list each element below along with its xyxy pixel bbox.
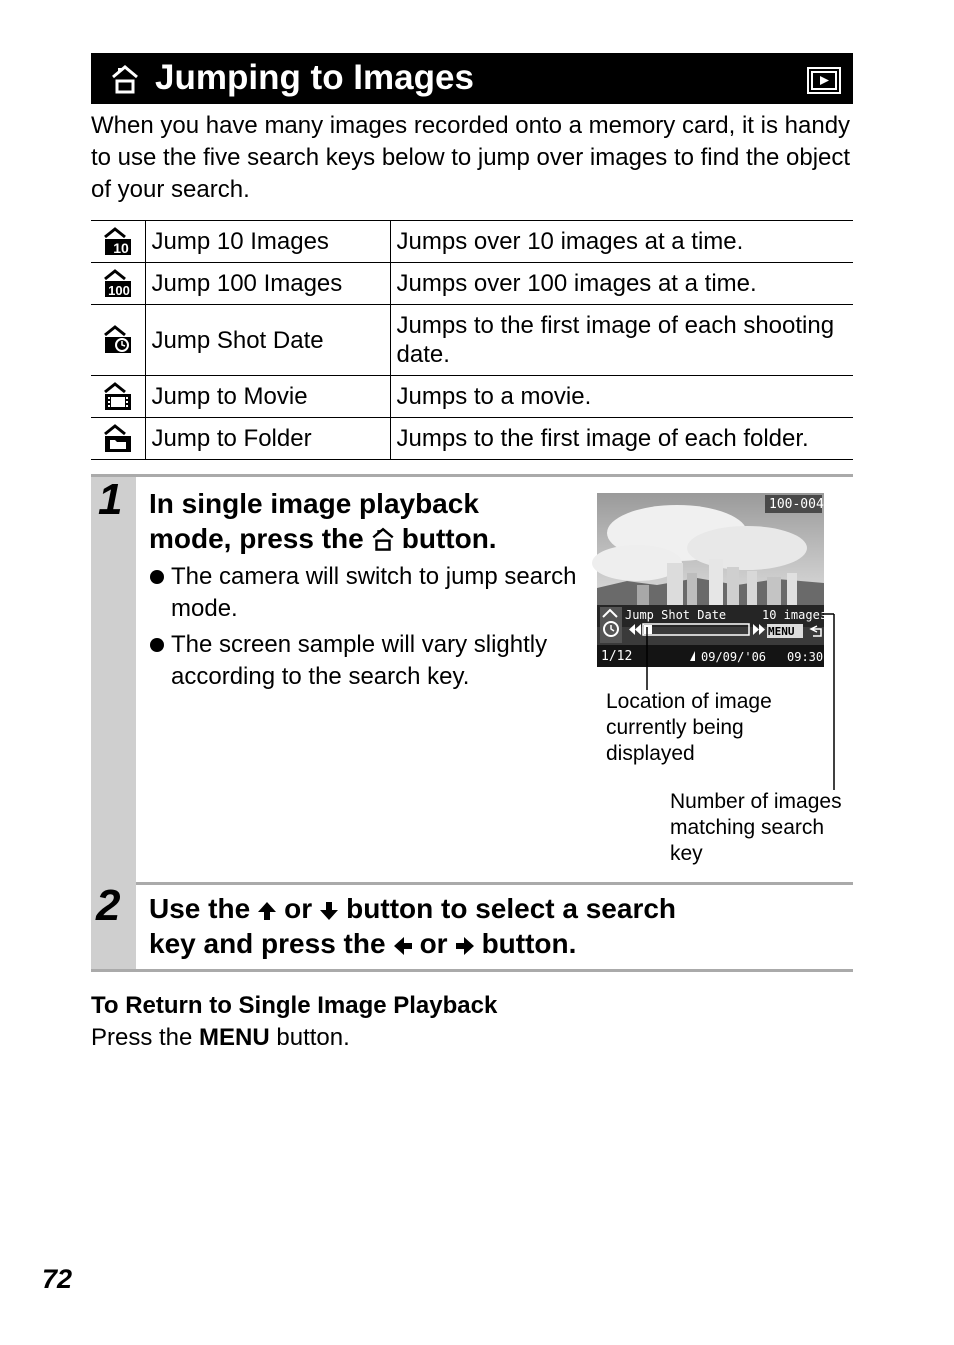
key-name: Jump to Movie (145, 376, 390, 418)
key-name: Jump 100 Images (145, 263, 390, 305)
screen-position: 1/12 (601, 649, 633, 664)
up-arrow-icon (256, 900, 278, 922)
screen-file-number: 100-0048 (769, 497, 832, 512)
list-item: The camera will switch to jump search mode. (149, 561, 579, 625)
down-arrow-icon (318, 900, 340, 922)
key-description: Jumps over 100 images at a time. (390, 263, 853, 305)
jump-icon (109, 63, 141, 95)
return-heading: To Return to Single Image Playback (91, 992, 498, 1019)
key-description: Jumps over 10 images at a time. (390, 221, 853, 263)
key-name: Jump Shot Date (145, 305, 390, 376)
step-number: 2 (96, 881, 121, 930)
jump-10-icon (103, 227, 133, 257)
callout-count: Number of images matching search key (670, 790, 842, 865)
table-row (91, 376, 853, 418)
list-item: The screen sample will vary slightly according to the search key. (149, 629, 579, 693)
key-name: Jump 10 Images (145, 221, 390, 263)
key-description: Jumps to the first image of each shooting date. (390, 305, 853, 376)
svg-text:100: 100 (107, 282, 130, 298)
jump-100-icon (103, 269, 133, 299)
search-key-table (91, 220, 853, 460)
left-arrow-icon (392, 935, 414, 957)
section-title-bar (91, 53, 853, 104)
jump-shot-date-icon (103, 325, 133, 355)
steps-box (91, 474, 853, 972)
screen-date: 09/09/'06 (701, 650, 767, 664)
page-title: Jumping to Images (155, 58, 474, 97)
svg-text:10: 10 (112, 239, 129, 256)
step1-heading-line1: In single image playback (149, 488, 479, 519)
table-row (91, 418, 853, 460)
menu-button-label: MENU (199, 1024, 270, 1051)
step-number: 1 (98, 475, 123, 524)
key-name: Jump to Folder (145, 418, 390, 460)
screen-search-mode: Jump Shot Date (625, 608, 727, 622)
right-arrow-icon (454, 935, 476, 957)
screen-time: 09:30 (787, 650, 824, 664)
page-number: 72 (42, 1264, 73, 1294)
table-row (91, 221, 853, 263)
key-description: Jumps to a movie. (390, 376, 853, 418)
jump-movie-icon (103, 382, 133, 412)
step2-heading (149, 891, 849, 961)
callout-location: Location of image currently being displayed (606, 690, 772, 765)
step2-heading-line1: Use the or button to select a search (149, 893, 677, 924)
key-description: Jumps to the first image of each folder. (390, 418, 853, 460)
screen-match-count: 10 images (762, 608, 828, 622)
return-body: Press the MENU button. (91, 1024, 350, 1051)
playback-icon (807, 67, 841, 94)
step1-heading-line2: mode, press the button. (149, 523, 497, 554)
step2-heading-line2: key and press the or button. (149, 928, 577, 959)
table-row (91, 263, 853, 305)
screen-menu-label: MENU (768, 625, 795, 638)
intro-text: When you have many images recorded onto a memory card, it is handy to use the five search keys below to jump over images to find the object of your search. (91, 112, 851, 203)
jump-folder-icon (103, 424, 133, 454)
table-row (91, 305, 853, 376)
